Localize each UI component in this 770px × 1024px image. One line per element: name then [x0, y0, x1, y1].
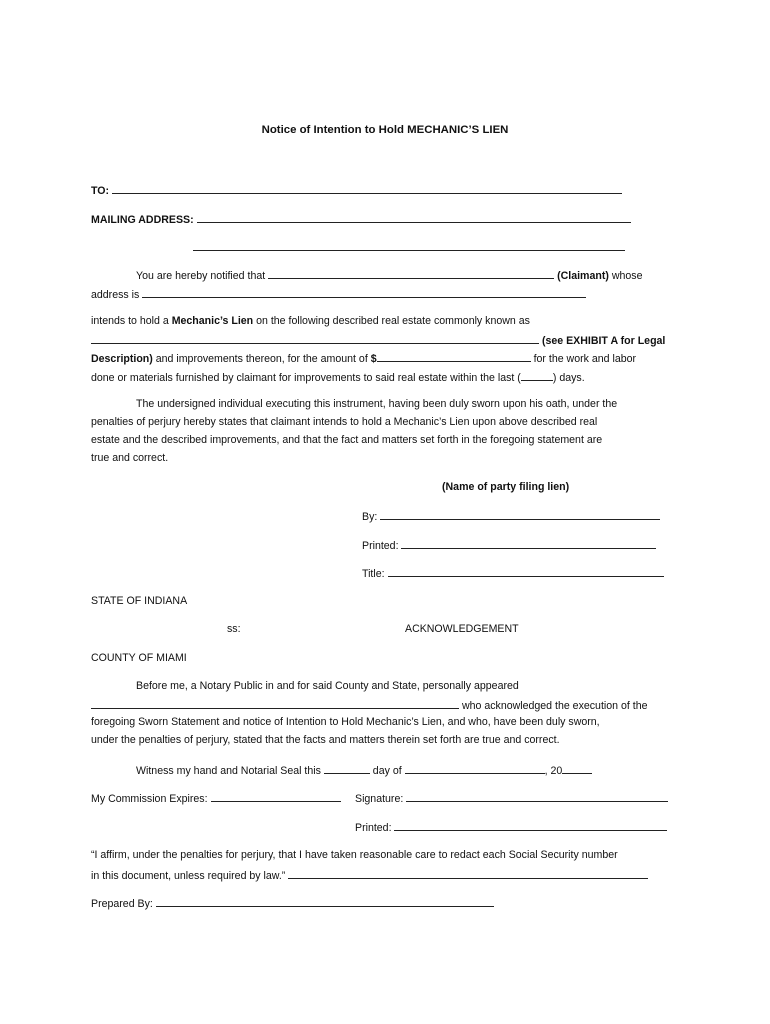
- to-label: TO:: [91, 185, 110, 197]
- notice-text: done or materials furnished by claimant for improvements to said real estate within the last (: [91, 372, 521, 384]
- ack-line-2: [91, 698, 647, 713]
- by-field[interactable]: [380, 509, 660, 520]
- document-title: Notice of Intention to Hold MECHANIC’S LIEN: [261, 124, 509, 136]
- affirm-line-2: [91, 868, 648, 883]
- witness-line: [136, 763, 592, 778]
- exhibit-label: (see EXHIBIT A for Legal: [541, 335, 666, 347]
- appeared-person-field[interactable]: [91, 698, 459, 709]
- witness-month-field[interactable]: [405, 763, 545, 774]
- prepared-by-line: [91, 896, 494, 911]
- county-label: COUNTY OF MIAMI: [91, 652, 187, 664]
- oath-line-2: penalties of perjury hereby states that claimant intends to hold a Mechanic’s Lien upon above described real: [91, 416, 598, 428]
- notary-printed-line: [355, 820, 667, 835]
- mailing-address-line: [91, 212, 631, 227]
- ack-line-3: foregoing Sworn Statement and notice of Intention to Hold Mechanic’s Lien, and who, have been duly sworn,: [91, 716, 600, 728]
- amount-field[interactable]: [377, 351, 531, 362]
- notice-line-3: [91, 315, 530, 328]
- notice-text: for the work and labor: [533, 353, 637, 365]
- notary-signature-line: [355, 791, 668, 806]
- witness-day-field[interactable]: [324, 763, 370, 774]
- notice-text: You are hereby notified that: [136, 270, 266, 282]
- mailing-address-label: MAILING ADDRESS:: [91, 214, 194, 226]
- witness-text: , 20: [544, 765, 563, 777]
- notice-text: on the following described real estate commonly known as: [256, 315, 530, 327]
- printed-field[interactable]: [401, 538, 656, 549]
- notice-line-6: [91, 370, 585, 385]
- affirm-text: in this document, unless required by law.”: [91, 870, 286, 882]
- notice-text: intends to hold a: [91, 315, 169, 327]
- affirm-line-1: “I affirm, under the penalties for perjury, that I have taken reasonable care to redact each Social Security number: [91, 849, 618, 861]
- mechanics-lien-label: Mechanic’s Lien: [171, 315, 254, 327]
- acknowledgement-heading: ACKNOWLEDGEMENT: [405, 623, 519, 635]
- to-field[interactable]: [112, 183, 622, 194]
- ss-label: ss:: [227, 623, 241, 635]
- ack-text: who acknowledged the execution of the: [461, 700, 648, 712]
- claimant-address-field[interactable]: [142, 287, 586, 298]
- title-label: Title:: [362, 568, 385, 580]
- mailing-address-field-2[interactable]: [193, 240, 625, 251]
- notice-text: whose: [611, 270, 643, 282]
- description-label: Description): [91, 353, 153, 365]
- party-filing-label: (Name of party filing lien): [442, 481, 570, 493]
- printed-label: Printed:: [362, 540, 399, 552]
- affirm-field[interactable]: [288, 868, 648, 879]
- oath-line-3: estate and the described improvements, and that the fact and matters set forth in the foregoing statement are: [91, 434, 603, 446]
- to-line: [91, 183, 622, 198]
- notary-signature-field[interactable]: [406, 791, 668, 802]
- mailing-address-line-2: [193, 240, 625, 255]
- prepared-by-field[interactable]: [156, 896, 494, 907]
- notice-line-4: [91, 333, 665, 348]
- notice-line-2: [91, 287, 586, 302]
- property-field[interactable]: [91, 333, 539, 344]
- witness-text: Witness my hand and Notarial Seal this: [136, 765, 321, 777]
- by-label: By:: [362, 511, 378, 523]
- prepared-by-label: Prepared By:: [91, 898, 153, 910]
- commission-field[interactable]: [211, 791, 341, 802]
- notary-printed-label: Printed:: [355, 822, 392, 834]
- days-field[interactable]: [521, 370, 553, 381]
- witness-text: day of: [372, 765, 402, 777]
- claimant-field[interactable]: [268, 268, 554, 279]
- notary-printed-field[interactable]: [394, 820, 667, 831]
- witness-year-field[interactable]: [562, 763, 592, 774]
- claimant-label: (Claimant): [557, 270, 609, 282]
- oath-line-4: true and correct.: [91, 452, 169, 464]
- notice-text: and improvements thereon, for the amount of: [155, 353, 368, 365]
- mailing-address-field[interactable]: [197, 212, 631, 223]
- by-line: [362, 509, 660, 524]
- oath-line-1: The undersigned individual executing this instrument, having been duly sworn upon his oath, under the: [136, 398, 618, 410]
- notice-text: ) days.: [552, 372, 585, 384]
- state-label: STATE OF INDIANA: [91, 595, 188, 607]
- commission-label: My Commission Expires:: [91, 793, 208, 805]
- address-label: address is: [91, 289, 140, 301]
- printed-line: [362, 538, 656, 553]
- commission-line: [91, 791, 341, 806]
- ack-line-4: under the penalties of perjury, stated that the facts and matters therein set forth are true and correct.: [91, 734, 560, 746]
- notice-line-1: [136, 268, 642, 283]
- dollar-sign: $: [370, 353, 377, 365]
- notary-signature-label: Signature:: [355, 793, 404, 805]
- ack-line-1: Before me, a Notary Public in and for said County and State, personally appeared: [136, 680, 519, 692]
- title-field[interactable]: [388, 566, 664, 577]
- title-line: [362, 566, 664, 581]
- notice-line-5: [91, 351, 636, 366]
